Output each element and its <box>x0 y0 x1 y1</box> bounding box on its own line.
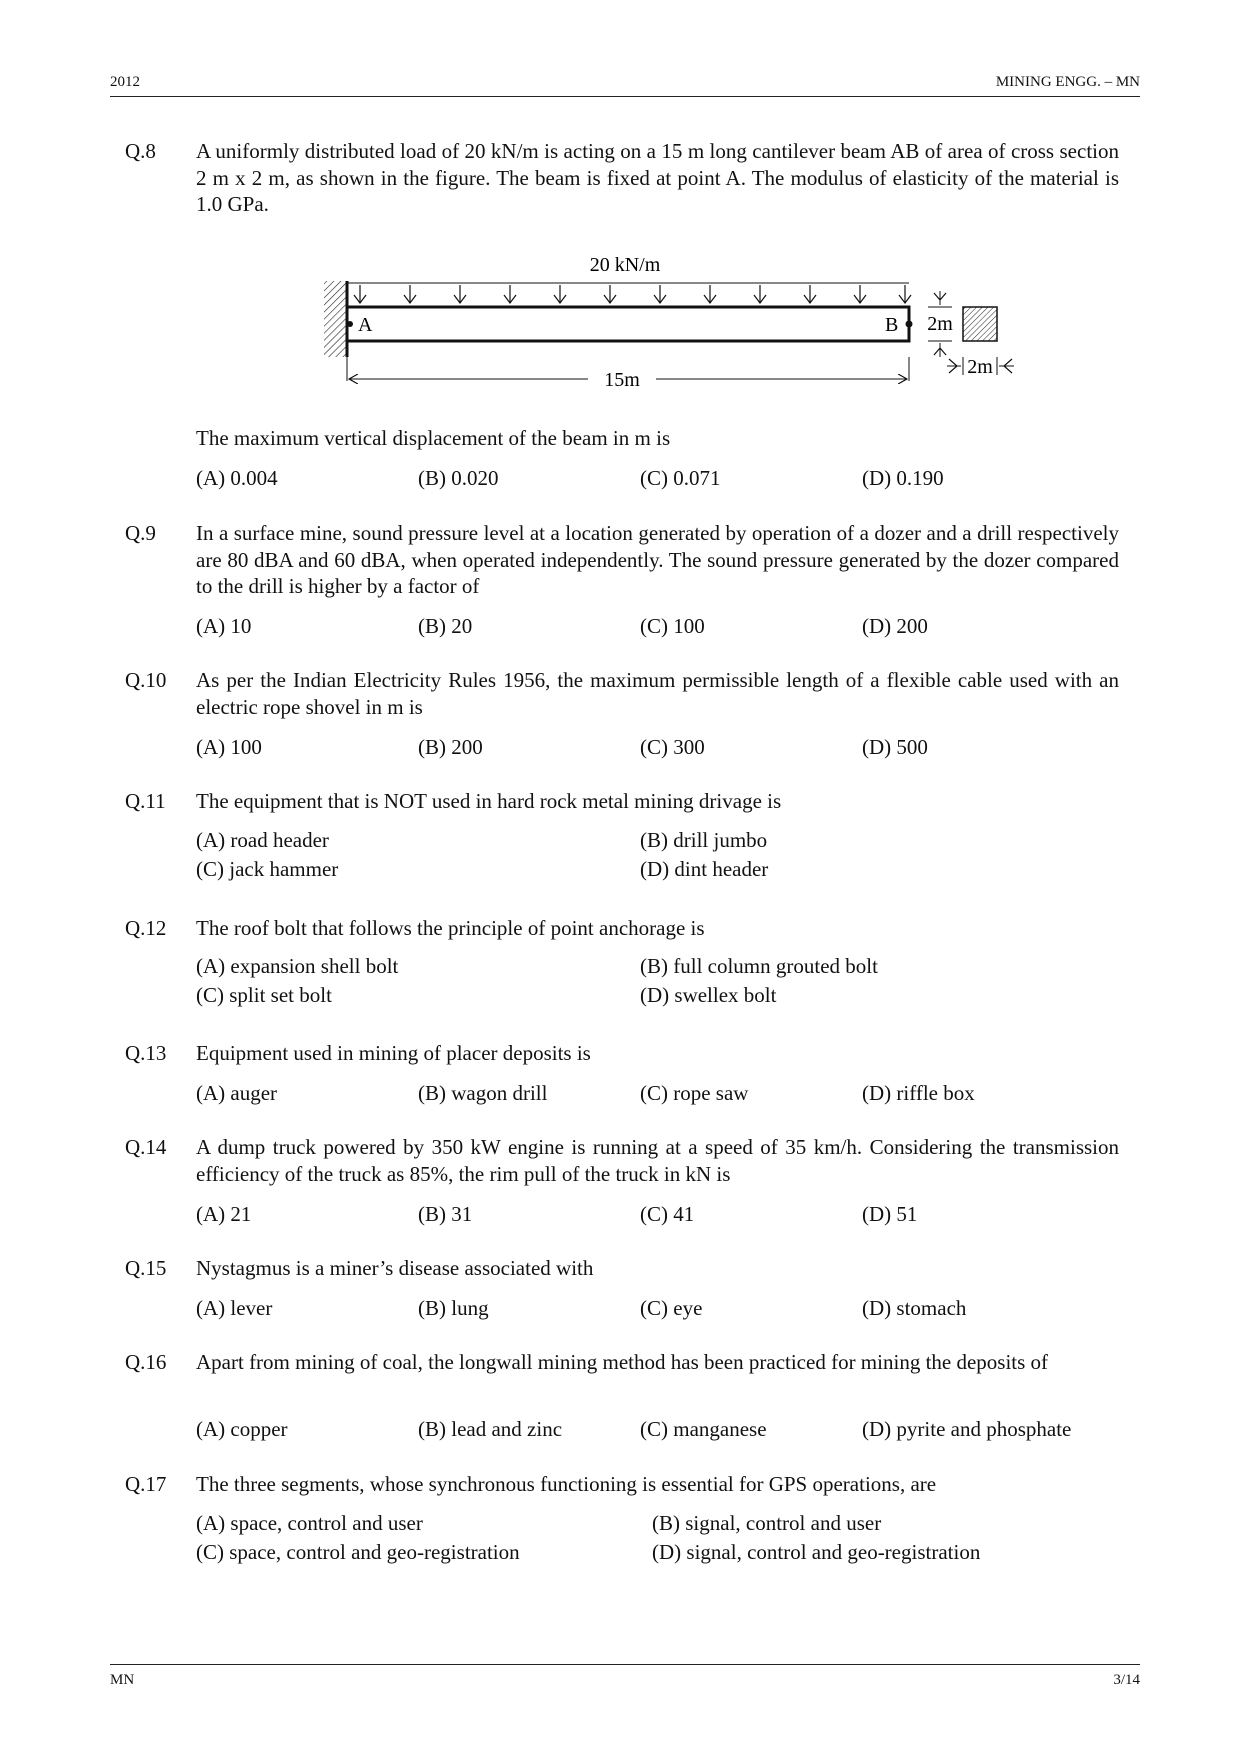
cantilever-beam-figure <box>320 245 1040 405</box>
option-b[interactable]: (B) lung <box>418 1296 489 1320</box>
option-a[interactable]: (A) copper <box>196 1417 288 1441</box>
option-d[interactable]: (D) stomach <box>862 1296 967 1320</box>
question-text: A dump truck powered by 350 kW engine is running at a speed of 35 km/h. Considering the transmission efficiency of the truck as 85%, the rim pull of the truck in kN is <box>196 1135 1119 1186</box>
question-number: Q.12 <box>125 916 167 940</box>
question-text: As per the Indian Electricity Rules 1956, the maximum permissible length of a flexible cable used with an electric rope shovel in m is <box>196 668 1119 719</box>
question-number: Q.17 <box>125 1472 167 1496</box>
question-text: The roof bolt that follows the principle of point anchorage is <box>196 916 705 940</box>
paper-name: MINING ENGG. – MN <box>995 74 1140 90</box>
question-text: Equipment used in mining of placer deposits is <box>196 1041 591 1065</box>
question-number: Q.9 <box>125 521 156 545</box>
question-12 <box>125 915 1119 942</box>
question-9-options <box>196 612 1084 641</box>
question-16-options <box>196 1415 1084 1444</box>
question-17-options <box>196 1509 1052 1567</box>
question-number: Q.13 <box>125 1041 167 1065</box>
option-d[interactable]: (D) pyrite and phosphate <box>862 1417 1072 1441</box>
option-a[interactable]: (A) 21 <box>196 1202 252 1226</box>
option-b[interactable]: (B) full column grouted bolt <box>640 954 878 978</box>
question-15-options <box>196 1294 1084 1323</box>
option-b[interactable]: (B) 20 <box>418 614 473 638</box>
question-text: Apart from mining of coal, the longwall mining method has been practiced for mining the deposits of <box>196 1350 1049 1374</box>
option-c[interactable]: (C) rope saw <box>640 1081 749 1105</box>
point-a-label: A <box>358 314 373 336</box>
option-a[interactable]: (A) 100 <box>196 735 262 759</box>
question-subtext: The maximum vertical displacement of the beam in m is <box>196 426 671 450</box>
option-c[interactable]: (C) 41 <box>640 1202 695 1226</box>
option-a[interactable]: (A) auger <box>196 1081 278 1105</box>
option-d[interactable]: (D) swellex bolt <box>640 983 777 1007</box>
option-b[interactable]: (B) 200 <box>418 735 483 759</box>
option-c[interactable]: (C) 0.071 <box>640 466 721 490</box>
question-10 <box>125 667 1119 720</box>
paper-code: MN <box>110 1672 135 1688</box>
question-12-options <box>196 952 1040 1010</box>
option-c[interactable]: (C) eye <box>640 1296 703 1320</box>
question-number: Q.10 <box>125 668 167 692</box>
question-13 <box>125 1040 1119 1067</box>
question-14 <box>125 1134 1119 1187</box>
option-d[interactable]: (D) 200 <box>862 614 928 638</box>
section-height-label: 2m <box>927 313 953 335</box>
option-a[interactable]: (A) lever <box>196 1296 273 1320</box>
option-b[interactable]: (B) lead and zinc <box>418 1417 563 1441</box>
question-8-subtext <box>125 425 1119 452</box>
udl-arrows <box>354 285 911 303</box>
option-c[interactable]: (C) 100 <box>640 614 705 638</box>
option-b[interactable]: (B) signal, control and user <box>652 1511 882 1535</box>
option-b[interactable]: (B) wagon drill <box>418 1081 548 1105</box>
page-number: 3/14 <box>1113 1672 1140 1688</box>
question-17 <box>125 1471 1119 1498</box>
question-text: A uniformly distributed load of 20 kN/m is acting on a 15 m long cantilever beam AB of area of cross section 2 m x 2 m, as shown in the figure. The beam is fixed at point A. The modulus of elasticity of the material is 1.0 GPa. <box>196 139 1119 216</box>
option-d[interactable]: (D) 500 <box>862 735 928 759</box>
option-d[interactable]: (D) dint header <box>640 857 769 881</box>
header-divider <box>110 96 1140 97</box>
footer-divider <box>110 1664 1140 1665</box>
option-b[interactable]: (B) drill jumbo <box>640 828 768 852</box>
question-number: Q.16 <box>125 1350 167 1374</box>
page-footer <box>110 1672 1140 1689</box>
option-c[interactable]: (C) 300 <box>640 735 705 759</box>
question-8-options <box>196 464 1084 493</box>
option-c[interactable]: (C) space, control and geo-registration <box>196 1540 520 1564</box>
cross-section <box>963 307 997 341</box>
option-a[interactable]: (A) space, control and user <box>196 1511 423 1535</box>
option-a[interactable]: (A) 10 <box>196 614 252 638</box>
option-d[interactable]: (D) 51 <box>862 1202 918 1226</box>
question-8 <box>125 138 1119 218</box>
option-c[interactable]: (C) split set bolt <box>196 983 332 1007</box>
load-label: 20 kN/m <box>589 254 661 276</box>
question-10-options <box>196 733 1084 762</box>
question-number: Q.15 <box>125 1256 167 1280</box>
question-9 <box>125 520 1119 600</box>
option-b[interactable]: (B) 31 <box>418 1202 473 1226</box>
question-text: In a surface mine, sound pressure level at a location generated by operation of a dozer and a drill respectively are 80 dBA and 60 dBA, when operated independently. The sound pressure generated by the dozer compared to the drill is higher by a factor of <box>196 521 1119 598</box>
option-c[interactable]: (C) manganese <box>640 1417 767 1441</box>
length-label: 15m <box>604 369 640 391</box>
page-header <box>110 74 1140 91</box>
question-14-options <box>196 1200 1084 1229</box>
question-text: Nystagmus is a miner’s disease associated with <box>196 1256 594 1280</box>
fixed-support <box>324 281 346 357</box>
option-a[interactable]: (A) 0.004 <box>196 466 278 490</box>
beam-ab <box>347 307 909 341</box>
question-number: Q.11 <box>125 789 166 813</box>
option-a[interactable]: (A) expansion shell bolt <box>196 954 399 978</box>
section-width-label: 2m <box>967 356 993 378</box>
option-d[interactable]: (D) signal, control and geo-registration <box>652 1540 981 1564</box>
option-a[interactable]: (A) road header <box>196 828 329 852</box>
question-16 <box>125 1349 1119 1376</box>
point-b-label: B <box>885 314 899 336</box>
question-text: The equipment that is NOT used in hard rock metal mining drivage is <box>196 789 782 813</box>
option-d[interactable]: (D) 0.190 <box>862 466 944 490</box>
question-number: Q.8 <box>125 139 156 163</box>
question-15 <box>125 1255 1119 1282</box>
question-11-options <box>196 826 1040 884</box>
question-number: Q.14 <box>125 1135 167 1159</box>
option-d[interactable]: (D) riffle box <box>862 1081 975 1105</box>
question-text: The three segments, whose synchronous functioning is essential for GPS operations, are <box>196 1472 937 1496</box>
option-c[interactable]: (C) jack hammer <box>196 857 339 881</box>
exam-year: 2012 <box>110 74 140 90</box>
question-13-options <box>196 1079 1084 1108</box>
option-b[interactable]: (B) 0.020 <box>418 466 499 490</box>
question-11 <box>125 788 1119 815</box>
